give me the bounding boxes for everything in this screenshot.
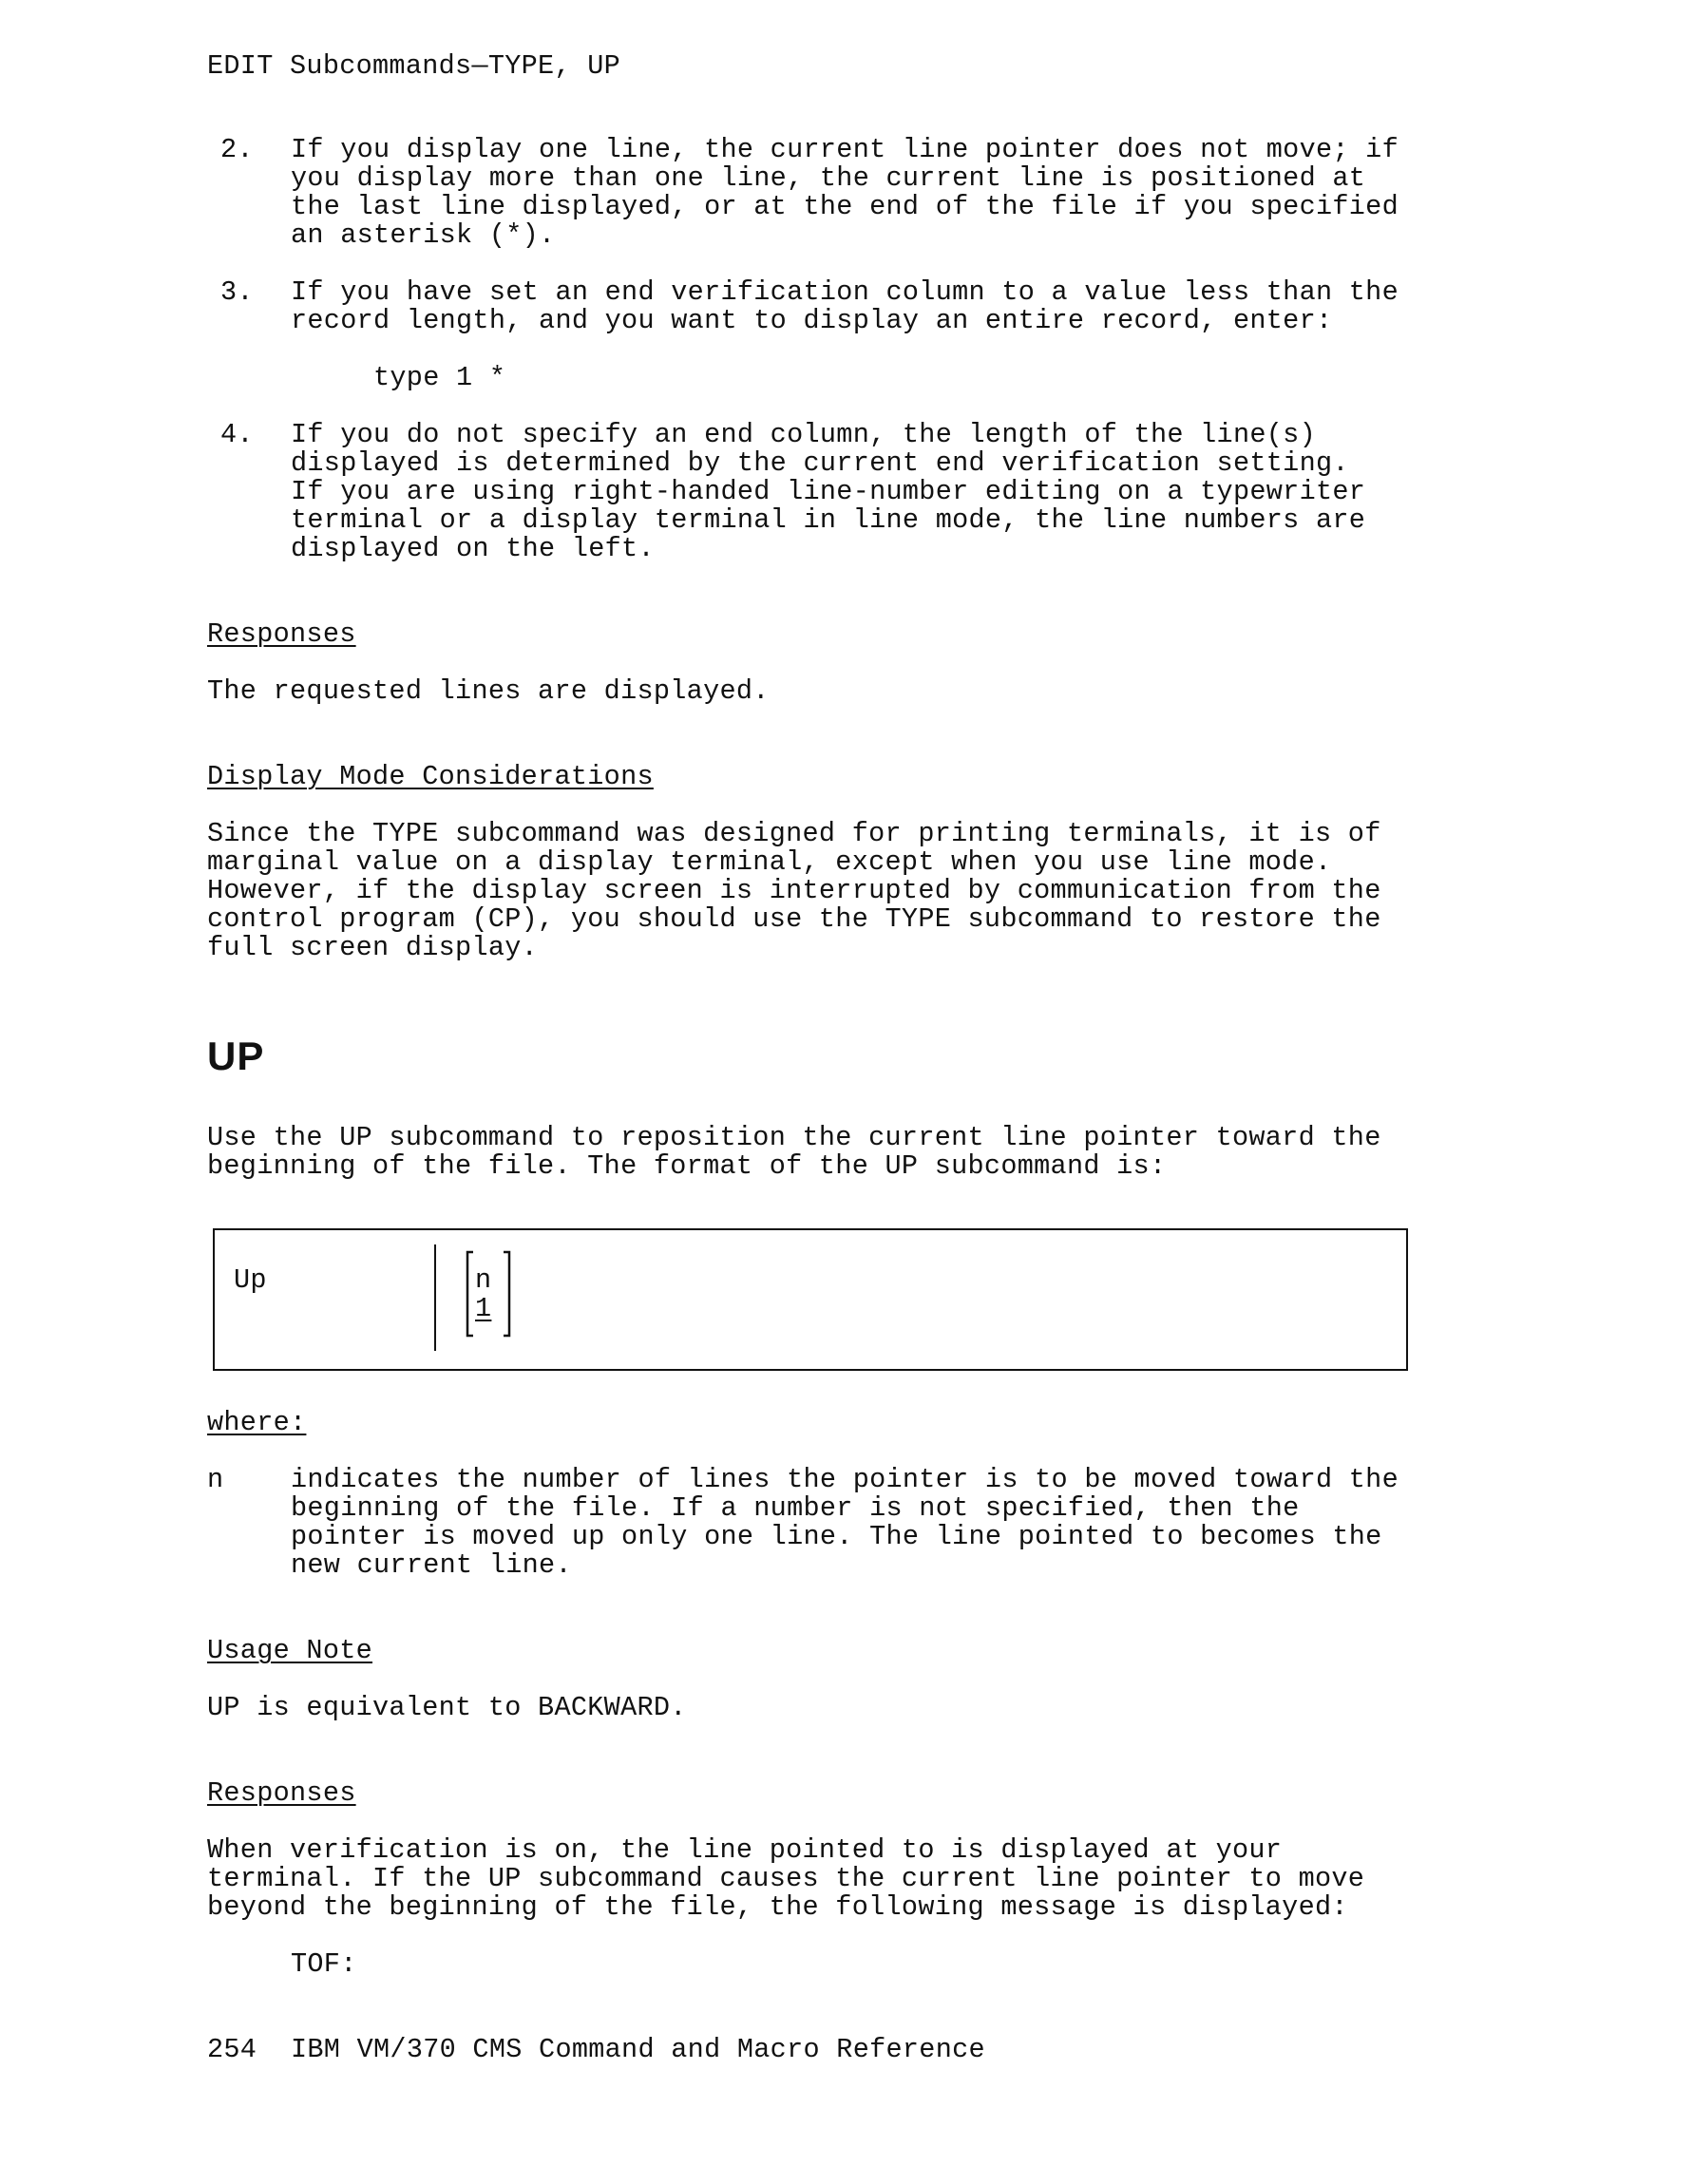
operand-desc-line: indicates the number of lines the pointer is to be moved toward the xyxy=(291,1464,1399,1495)
note-line: an asterisk (*). xyxy=(291,219,556,251)
format-operand: n xyxy=(475,1264,492,1296)
note-number: 3. xyxy=(220,276,254,308)
paragraph-line: beginning of the file. The format of the UP subcommand is: xyxy=(207,1150,1167,1182)
note-number: 2. xyxy=(220,134,254,165)
paragraph-line: marginal value on a display terminal, except when you use line mode. xyxy=(207,846,1332,878)
note-line: the last line displayed, or at the end of the file if you specified xyxy=(291,191,1399,222)
paragraph-line: Use the UP subcommand to reposition the current line pointer toward the xyxy=(207,1122,1381,1153)
note-line: If you are using right-handed line-number editing on a typewriter xyxy=(291,476,1366,507)
where-heading: where: xyxy=(207,1407,307,1438)
page-number: 254 xyxy=(207,2034,257,2065)
paragraph-line: However, if the display screen is interrupted by communication from the xyxy=(207,875,1381,906)
command-heading: UP xyxy=(207,1034,265,1078)
operand-desc-line: pointer is moved up only one line. The line pointed to becomes the xyxy=(291,1521,1382,1552)
paragraph-line: control program (CP), you should use the TYPE subcommand to restore the xyxy=(207,903,1381,935)
running-header: EDIT Subcommands—TYPE, UP xyxy=(207,50,621,82)
paragraph-line: The requested lines are displayed. xyxy=(207,675,770,707)
note-line: If you display one line, the current line pointer does not move; if xyxy=(291,134,1399,165)
format-box xyxy=(213,1228,1408,1371)
section-heading: Responses xyxy=(207,1777,356,1809)
section-heading: Responses xyxy=(207,618,356,650)
note-number: 4. xyxy=(220,419,254,450)
book-title: IBM VM/370 CMS Command and Macro Reference xyxy=(291,2034,985,2065)
format-command: Up xyxy=(234,1264,267,1296)
note-line: you display more than one line, the current line is positioned at xyxy=(291,162,1366,194)
note-line: record length, and you want to display an entire record, enter: xyxy=(291,305,1333,336)
format-default: 1 xyxy=(475,1293,492,1324)
paragraph-line: beyond the beginning of the file, the following message is displayed: xyxy=(207,1891,1348,1923)
note-line: If you have set an end verification column to a value less than the xyxy=(291,276,1399,308)
operand-name: n xyxy=(207,1464,224,1495)
format-divider xyxy=(434,1244,436,1351)
note-line: displayed is determined by the current end verification setting. xyxy=(291,447,1349,479)
paragraph-line: UP is equivalent to BACKWARD. xyxy=(207,1692,687,1723)
paragraph-line: terminal. If the UP subcommand causes the current line pointer to move xyxy=(207,1863,1365,1894)
message-text: TOF: xyxy=(291,1948,357,1980)
operand-desc-line: beginning of the file. If a number is not specified, then the xyxy=(291,1492,1300,1524)
section-heading: Usage Note xyxy=(207,1635,373,1666)
note-line: displayed on the left. xyxy=(291,533,655,564)
note-line: terminal or a display terminal in line mode, the line numbers are xyxy=(291,504,1366,536)
note-line: If you do not specify an end column, the length of the line(s) xyxy=(291,419,1316,450)
operand-desc-line: new current line. xyxy=(291,1549,572,1581)
paragraph-line: When verification is on, the line pointed to is displayed at your xyxy=(207,1834,1283,1866)
section-heading: Display Mode Considerations xyxy=(207,761,654,792)
paragraph-line: full screen display. xyxy=(207,932,539,963)
paragraph-line: Since the TYPE subcommand was designed for printing terminals, it is of xyxy=(207,818,1381,849)
example-command: type 1 * xyxy=(373,362,506,393)
